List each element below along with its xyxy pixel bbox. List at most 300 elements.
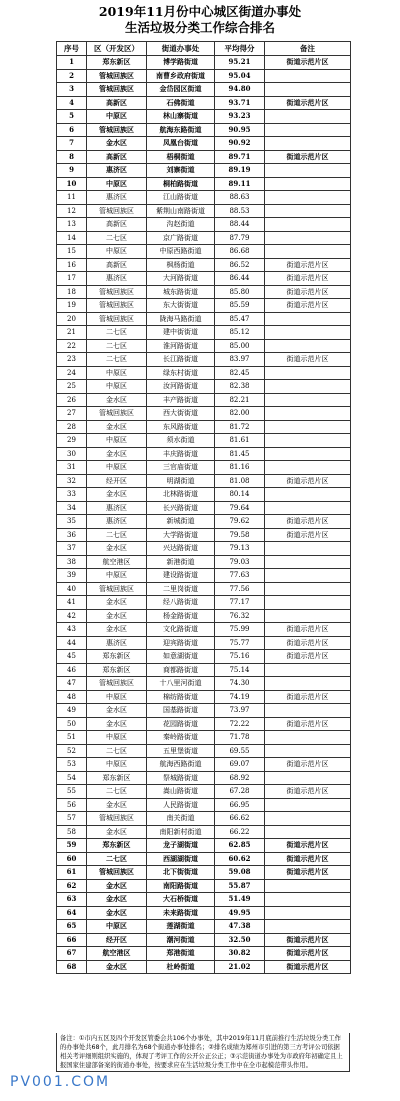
cell-rank: 32 bbox=[57, 474, 87, 488]
table-body bbox=[57, 56, 351, 974]
cell-district: 金水区 bbox=[87, 447, 147, 461]
cell-score: 21.02 bbox=[215, 960, 265, 974]
cell-rank: 3 bbox=[57, 83, 87, 97]
cell-district: 航空港区 bbox=[87, 555, 147, 569]
cell-district: 中原区 bbox=[87, 461, 147, 475]
table-row bbox=[57, 272, 351, 286]
cell-rank: 33 bbox=[57, 488, 87, 502]
table-row bbox=[57, 326, 351, 340]
cell-subdistrict: 南阳路街道 bbox=[147, 879, 215, 893]
cell-subdistrict: 秦岭路街道 bbox=[147, 731, 215, 745]
cell-district: 二七区 bbox=[87, 785, 147, 799]
cell-remark bbox=[265, 920, 351, 934]
cell-rank: 8 bbox=[57, 150, 87, 164]
cell-rank: 36 bbox=[57, 528, 87, 542]
cell-remark: 街道示范片区 bbox=[265, 933, 351, 947]
cell-district: 管城回族区 bbox=[87, 866, 147, 880]
cell-rank: 53 bbox=[57, 758, 87, 772]
cell-subdistrict: 迎宾路街道 bbox=[147, 636, 215, 650]
cell-subdistrict: 林山寨街道 bbox=[147, 110, 215, 124]
table-row bbox=[57, 123, 351, 137]
cell-score: 95.21 bbox=[215, 56, 265, 70]
cell-district: 金水区 bbox=[87, 879, 147, 893]
cell-rank: 43 bbox=[57, 623, 87, 637]
cell-score: 95.04 bbox=[215, 69, 265, 83]
cell-district: 二七区 bbox=[87, 353, 147, 367]
cell-subdistrict: 淮河路街道 bbox=[147, 339, 215, 353]
cell-score: 71.78 bbox=[215, 731, 265, 745]
cell-district: 管城回族区 bbox=[87, 123, 147, 137]
cell-district: 金水区 bbox=[87, 609, 147, 623]
cell-rank: 16 bbox=[57, 258, 87, 272]
cell-district: 中原区 bbox=[87, 380, 147, 394]
cell-remark bbox=[265, 123, 351, 137]
cell-score: 86.52 bbox=[215, 258, 265, 272]
cell-score: 86.68 bbox=[215, 245, 265, 259]
cell-rank: 52 bbox=[57, 744, 87, 758]
cell-score: 82.38 bbox=[215, 380, 265, 394]
table-row bbox=[57, 582, 351, 596]
cell-score: 90.95 bbox=[215, 123, 265, 137]
cell-rank: 26 bbox=[57, 393, 87, 407]
cell-subdistrict: 新城街道 bbox=[147, 515, 215, 529]
table-row bbox=[57, 852, 351, 866]
cell-remark bbox=[265, 542, 351, 556]
cell-score: 79.64 bbox=[215, 501, 265, 515]
cell-remark: 街道示范片区 bbox=[265, 650, 351, 664]
cell-district: 中原区 bbox=[87, 177, 147, 191]
cell-rank: 31 bbox=[57, 461, 87, 475]
cell-district: 中原区 bbox=[87, 731, 147, 745]
table-row bbox=[57, 380, 351, 394]
table-row bbox=[57, 825, 351, 839]
cell-score: 77.63 bbox=[215, 569, 265, 583]
cell-remark bbox=[265, 420, 351, 434]
table-row bbox=[57, 569, 351, 583]
cell-district: 金水区 bbox=[87, 717, 147, 731]
cell-rank: 61 bbox=[57, 866, 87, 880]
table-row bbox=[57, 947, 351, 961]
cell-score: 47.38 bbox=[215, 920, 265, 934]
cell-remark bbox=[265, 231, 351, 245]
table-row bbox=[57, 839, 351, 853]
cell-district: 金水区 bbox=[87, 420, 147, 434]
cell-subdistrict: 十八里河街道 bbox=[147, 677, 215, 691]
table-row bbox=[57, 596, 351, 610]
table-row bbox=[57, 96, 351, 110]
cell-score: 81.72 bbox=[215, 420, 265, 434]
cell-subdistrict: 潮河街道 bbox=[147, 933, 215, 947]
cell-district: 管城回族区 bbox=[87, 204, 147, 218]
cell-rank: 30 bbox=[57, 447, 87, 461]
table-row bbox=[57, 434, 351, 448]
cell-score: 51.49 bbox=[215, 893, 265, 907]
footnote: 备注：①市内五区及四个开发区管委会共106个办事处，其中2019年11月底前推行生活垃圾分类工作的办事处共68个，此月排名为68个街道办事处排名；②排名成绩为郑州市引进的第三方考评公司依据相关考评细则组织实施的，体现了考评工作的公开公正公正；③示范街道办事处为市政府年初确定且上报国家住建部备案的街道办事处，按要求应在生活垃圾分类工作中在全市起模范带头作用。 bbox=[56, 1033, 350, 1072]
cell-remark bbox=[265, 677, 351, 691]
cell-subdistrict: 文化路街道 bbox=[147, 623, 215, 637]
table-row bbox=[57, 137, 351, 151]
cell-rank: 38 bbox=[57, 555, 87, 569]
cell-rank: 24 bbox=[57, 366, 87, 380]
cell-subdistrict: 建中街街道 bbox=[147, 326, 215, 340]
cell-rank: 39 bbox=[57, 569, 87, 583]
cell-rank: 50 bbox=[57, 717, 87, 731]
cell-rank: 12 bbox=[57, 204, 87, 218]
cell-subdistrict: 城东路街道 bbox=[147, 285, 215, 299]
cell-district: 管城回族区 bbox=[87, 83, 147, 97]
cell-district: 航空港区 bbox=[87, 947, 147, 961]
cell-subdistrict: 长兴路街道 bbox=[147, 501, 215, 515]
cell-subdistrict: 石佛街道 bbox=[147, 96, 215, 110]
cell-score: 81.16 bbox=[215, 461, 265, 475]
cell-district: 金水区 bbox=[87, 704, 147, 718]
cell-subdistrict: 须水街道 bbox=[147, 434, 215, 448]
cell-subdistrict: 桐柏路街道 bbox=[147, 177, 215, 191]
cell-rank: 13 bbox=[57, 218, 87, 232]
cell-remark bbox=[265, 177, 351, 191]
cell-remark: 街道示范片区 bbox=[265, 150, 351, 164]
cell-rank: 57 bbox=[57, 812, 87, 826]
cell-remark bbox=[265, 731, 351, 745]
cell-score: 72.22 bbox=[215, 717, 265, 731]
cell-district: 高新区 bbox=[87, 96, 147, 110]
cell-score: 79.58 bbox=[215, 528, 265, 542]
table-row bbox=[57, 717, 351, 731]
table-row bbox=[57, 960, 351, 974]
cell-remark: 街道示范片区 bbox=[265, 56, 351, 70]
table-row bbox=[57, 677, 351, 691]
table-row bbox=[57, 447, 351, 461]
cell-score: 85.00 bbox=[215, 339, 265, 353]
cell-subdistrict: 汝河路街道 bbox=[147, 380, 215, 394]
cell-score: 90.92 bbox=[215, 137, 265, 151]
cell-score: 83.97 bbox=[215, 353, 265, 367]
cell-score: 66.62 bbox=[215, 812, 265, 826]
table-row bbox=[57, 542, 351, 556]
cell-remark bbox=[265, 137, 351, 151]
cell-district: 二七区 bbox=[87, 744, 147, 758]
cell-subdistrict: 东大街街道 bbox=[147, 299, 215, 313]
cell-score: 75.77 bbox=[215, 636, 265, 650]
table-row bbox=[57, 191, 351, 205]
cell-district: 管城回族区 bbox=[87, 299, 147, 313]
cell-score: 49.95 bbox=[215, 906, 265, 920]
cell-district: 二七区 bbox=[87, 528, 147, 542]
table-row bbox=[57, 258, 351, 272]
table-row bbox=[57, 218, 351, 232]
cell-rank: 56 bbox=[57, 798, 87, 812]
cell-subdistrict: 东风路街道 bbox=[147, 420, 215, 434]
cell-subdistrict: 大河路街道 bbox=[147, 272, 215, 286]
cell-district: 金水区 bbox=[87, 488, 147, 502]
cell-score: 93.71 bbox=[215, 96, 265, 110]
cell-rank: 21 bbox=[57, 326, 87, 340]
header-district: 区（开发区） bbox=[87, 42, 147, 56]
cell-district: 金水区 bbox=[87, 825, 147, 839]
cell-district: 惠济区 bbox=[87, 272, 147, 286]
table-row bbox=[57, 731, 351, 745]
table-row bbox=[57, 150, 351, 164]
table-row bbox=[57, 933, 351, 947]
page-title-line2: 生活垃圾分类工作综合排名 bbox=[124, 20, 275, 35]
cell-subdistrict: 中原西路街道 bbox=[147, 245, 215, 259]
cell-rank: 19 bbox=[57, 299, 87, 313]
cell-rank: 5 bbox=[57, 110, 87, 124]
table-row bbox=[57, 501, 351, 515]
cell-remark bbox=[265, 825, 351, 839]
cell-subdistrict: 如意湖街道 bbox=[147, 650, 215, 664]
cell-subdistrict: 航海西路街道 bbox=[147, 758, 215, 772]
cell-score: 89.71 bbox=[215, 150, 265, 164]
cell-rank: 7 bbox=[57, 137, 87, 151]
cell-rank: 28 bbox=[57, 420, 87, 434]
cell-district: 管城回族区 bbox=[87, 285, 147, 299]
table-row bbox=[57, 893, 351, 907]
cell-remark bbox=[265, 893, 351, 907]
cell-score: 76.32 bbox=[215, 609, 265, 623]
cell-district: 管城回族区 bbox=[87, 582, 147, 596]
header-remark: 备注 bbox=[265, 42, 351, 56]
cell-remark: 街道示范片区 bbox=[265, 285, 351, 299]
cell-score: 74.30 bbox=[215, 677, 265, 691]
table-row bbox=[57, 312, 351, 326]
cell-district: 管城回族区 bbox=[87, 69, 147, 83]
cell-subdistrict: 棉纺路街道 bbox=[147, 690, 215, 704]
table-row bbox=[57, 366, 351, 380]
cell-subdistrict: 二里岗街道 bbox=[147, 582, 215, 596]
cell-subdistrict: 花园路街道 bbox=[147, 717, 215, 731]
cell-district: 惠济区 bbox=[87, 191, 147, 205]
cell-remark bbox=[265, 582, 351, 596]
cell-remark bbox=[265, 83, 351, 97]
table-row bbox=[57, 528, 351, 542]
cell-remark bbox=[265, 609, 351, 623]
cell-remark bbox=[265, 447, 351, 461]
cell-rank: 2 bbox=[57, 69, 87, 83]
cell-subdistrict: 西湖湖街道 bbox=[147, 852, 215, 866]
table-row bbox=[57, 110, 351, 124]
cell-subdistrict: 郑港街道 bbox=[147, 947, 215, 961]
cell-rank: 66 bbox=[57, 933, 87, 947]
cell-subdistrict: 嵩山路街道 bbox=[147, 785, 215, 799]
cell-rank: 27 bbox=[57, 407, 87, 421]
table-row bbox=[57, 609, 351, 623]
cell-subdistrict: 丰产路街道 bbox=[147, 393, 215, 407]
cell-district: 中原区 bbox=[87, 366, 147, 380]
cell-score: 81.45 bbox=[215, 447, 265, 461]
cell-district: 中原区 bbox=[87, 920, 147, 934]
table-row bbox=[57, 339, 351, 353]
cell-remark: 街道示范片区 bbox=[265, 690, 351, 704]
cell-score: 66.95 bbox=[215, 798, 265, 812]
cell-district: 管城回族区 bbox=[87, 812, 147, 826]
cell-score: 82.45 bbox=[215, 366, 265, 380]
cell-rank: 51 bbox=[57, 731, 87, 745]
table-row bbox=[57, 623, 351, 637]
cell-score: 60.62 bbox=[215, 852, 265, 866]
cell-subdistrict: 兴达路街道 bbox=[147, 542, 215, 556]
cell-score: 59.08 bbox=[215, 866, 265, 880]
cell-remark bbox=[265, 380, 351, 394]
cell-remark bbox=[265, 771, 351, 785]
cell-remark bbox=[265, 393, 351, 407]
cell-subdistrict: 绿东村街道 bbox=[147, 366, 215, 380]
cell-score: 69.07 bbox=[215, 758, 265, 772]
cell-rank: 25 bbox=[57, 380, 87, 394]
cell-score: 77.56 bbox=[215, 582, 265, 596]
cell-score: 30.82 bbox=[215, 947, 265, 961]
cell-subdistrict: 大石桥街道 bbox=[147, 893, 215, 907]
cell-score: 32.50 bbox=[215, 933, 265, 947]
cell-subdistrict: 长江路街道 bbox=[147, 353, 215, 367]
cell-subdistrict: 北林路街道 bbox=[147, 488, 215, 502]
cell-score: 69.55 bbox=[215, 744, 265, 758]
cell-subdistrict: 博学路街道 bbox=[147, 56, 215, 70]
cell-score: 75.16 bbox=[215, 650, 265, 664]
cell-subdistrict: 沟赵街道 bbox=[147, 218, 215, 232]
cell-remark bbox=[265, 191, 351, 205]
cell-remark bbox=[265, 164, 351, 178]
cell-district: 二七区 bbox=[87, 326, 147, 340]
cell-rank: 17 bbox=[57, 272, 87, 286]
cell-district: 中原区 bbox=[87, 569, 147, 583]
cell-score: 75.99 bbox=[215, 623, 265, 637]
cell-rank: 15 bbox=[57, 245, 87, 259]
header-score: 平均得分 bbox=[215, 42, 265, 56]
cell-rank: 11 bbox=[57, 191, 87, 205]
cell-district: 高新区 bbox=[87, 258, 147, 272]
cell-remark: 街道示范片区 bbox=[265, 474, 351, 488]
cell-subdistrict: 航海东路街道 bbox=[147, 123, 215, 137]
table-row bbox=[57, 771, 351, 785]
cell-district: 金水区 bbox=[87, 137, 147, 151]
cell-remark bbox=[265, 555, 351, 569]
cell-district: 经开区 bbox=[87, 474, 147, 488]
cell-subdistrict: 五里堡街道 bbox=[147, 744, 215, 758]
cell-remark bbox=[265, 798, 351, 812]
cell-district: 金水区 bbox=[87, 960, 147, 974]
cell-remark: 街道示范片区 bbox=[265, 960, 351, 974]
cell-subdistrict: 凤凰台街道 bbox=[147, 137, 215, 151]
cell-district: 二七区 bbox=[87, 852, 147, 866]
cell-remark: 街道示范片区 bbox=[265, 947, 351, 961]
cell-subdistrict: 未来路街道 bbox=[147, 906, 215, 920]
cell-subdistrict: 三官庙街道 bbox=[147, 461, 215, 475]
cell-rank: 1 bbox=[57, 56, 87, 70]
cell-district: 中原区 bbox=[87, 434, 147, 448]
cell-subdistrict: 江山路街道 bbox=[147, 191, 215, 205]
cell-district: 金水区 bbox=[87, 623, 147, 637]
cell-remark bbox=[265, 461, 351, 475]
cell-district: 郑东新区 bbox=[87, 663, 147, 677]
cell-district: 金水区 bbox=[87, 893, 147, 907]
cell-remark: 街道示范片区 bbox=[265, 528, 351, 542]
cell-score: 77.17 bbox=[215, 596, 265, 610]
cell-remark bbox=[265, 204, 351, 218]
cell-score: 85.59 bbox=[215, 299, 265, 313]
table-header-row bbox=[57, 42, 351, 56]
cell-subdistrict: 京广路街道 bbox=[147, 231, 215, 245]
cell-score: 73.97 bbox=[215, 704, 265, 718]
cell-district: 二七区 bbox=[87, 231, 147, 245]
cell-score: 82.21 bbox=[215, 393, 265, 407]
cell-rank: 64 bbox=[57, 906, 87, 920]
cell-subdistrict: 枫杨街道 bbox=[147, 258, 215, 272]
table-row bbox=[57, 474, 351, 488]
cell-remark: 街道示范片区 bbox=[265, 96, 351, 110]
table-row bbox=[57, 488, 351, 502]
cell-score: 85.80 bbox=[215, 285, 265, 299]
cell-rank: 58 bbox=[57, 825, 87, 839]
cell-rank: 14 bbox=[57, 231, 87, 245]
cell-remark bbox=[265, 879, 351, 893]
cell-rank: 45 bbox=[57, 650, 87, 664]
table-row bbox=[57, 744, 351, 758]
cell-remark bbox=[265, 326, 351, 340]
table-row bbox=[57, 353, 351, 367]
cell-district: 中原区 bbox=[87, 245, 147, 259]
cell-district: 郑东新区 bbox=[87, 650, 147, 664]
cell-rank: 9 bbox=[57, 164, 87, 178]
cell-remark: 街道示范片区 bbox=[265, 636, 351, 650]
cell-score: 62.85 bbox=[215, 839, 265, 853]
table-row bbox=[57, 407, 351, 421]
cell-district: 郑东新区 bbox=[87, 839, 147, 853]
cell-score: 68.92 bbox=[215, 771, 265, 785]
cell-rank: 65 bbox=[57, 920, 87, 934]
cell-district: 管城回族区 bbox=[87, 407, 147, 421]
table-row bbox=[57, 663, 351, 677]
cell-remark bbox=[265, 339, 351, 353]
cell-score: 82.00 bbox=[215, 407, 265, 421]
cell-subdistrict: 莲湖街道 bbox=[147, 920, 215, 934]
cell-remark: 街道示范片区 bbox=[265, 758, 351, 772]
cell-district: 郑东新区 bbox=[87, 771, 147, 785]
cell-remark: 街道示范片区 bbox=[265, 299, 351, 313]
cell-rank: 47 bbox=[57, 677, 87, 691]
cell-subdistrict: 人民路街道 bbox=[147, 798, 215, 812]
cell-score: 85.12 bbox=[215, 326, 265, 340]
cell-rank: 42 bbox=[57, 609, 87, 623]
cell-remark: 街道示范片区 bbox=[265, 866, 351, 880]
cell-remark: 街道示范片区 bbox=[265, 785, 351, 799]
cell-district: 惠济区 bbox=[87, 515, 147, 529]
cell-score: 85.47 bbox=[215, 312, 265, 326]
table-row bbox=[57, 177, 351, 191]
table-row bbox=[57, 879, 351, 893]
cell-remark: 街道示范片区 bbox=[265, 272, 351, 286]
cell-score: 88.44 bbox=[215, 218, 265, 232]
cell-remark bbox=[265, 906, 351, 920]
cell-subdistrict: 金岱园区街道 bbox=[147, 83, 215, 97]
header-rank: 序号 bbox=[57, 42, 87, 56]
cell-score: 79.03 bbox=[215, 555, 265, 569]
cell-rank: 20 bbox=[57, 312, 87, 326]
cell-district: 惠济区 bbox=[87, 636, 147, 650]
cell-remark bbox=[265, 569, 351, 583]
cell-subdistrict: 商都路街道 bbox=[147, 663, 215, 677]
table-row bbox=[57, 704, 351, 718]
cell-subdistrict: 刘寨街道 bbox=[147, 164, 215, 178]
cell-district: 金水区 bbox=[87, 542, 147, 556]
table-row bbox=[57, 299, 351, 313]
cell-remark bbox=[265, 110, 351, 124]
cell-subdistrict: 祭城路街道 bbox=[147, 771, 215, 785]
cell-score: 86.44 bbox=[215, 272, 265, 286]
cell-remark: 街道示范片区 bbox=[265, 258, 351, 272]
cell-rank: 40 bbox=[57, 582, 87, 596]
table-row bbox=[57, 785, 351, 799]
